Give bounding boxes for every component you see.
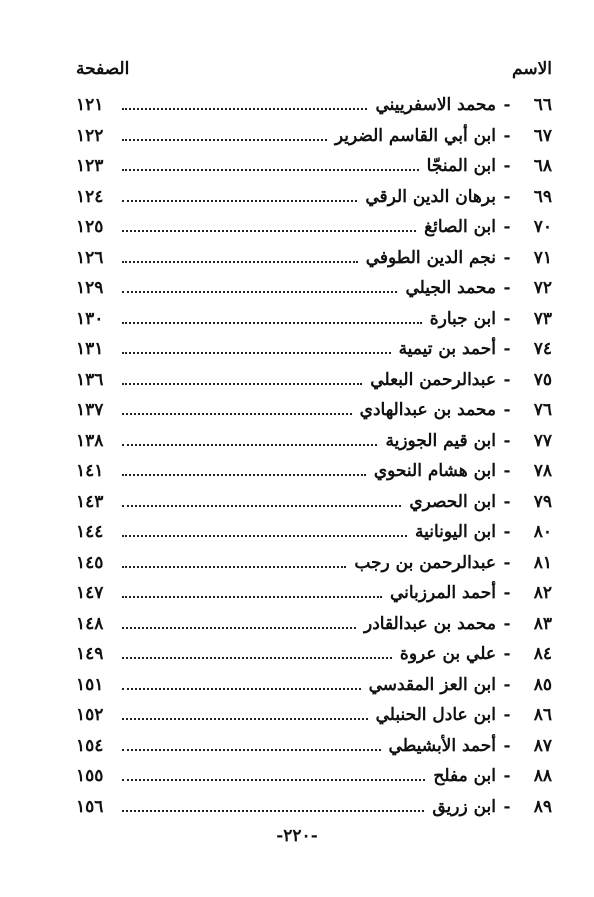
entry-page-number: ١٢٦ [76,247,104,268]
toc-entry [76,456,552,487]
entry-dash: - [503,308,511,329]
entry-number: ٨٨ [533,766,552,787]
entry-number: ٨٤ [533,644,552,665]
entry-number: ٨٠ [533,522,552,543]
entry-name: أحمد بن تيمية [398,339,496,360]
entry-page-number: ١٢٣ [76,156,104,177]
toc-entry [76,700,552,731]
entry-name: ابن اليونانية [414,522,496,543]
entry-name: محمد بن عبدالهادي [359,400,496,421]
entry-dash: - [503,278,511,299]
entry-name: أحمد الأبشيطي [388,735,496,756]
dot-leader [122,200,357,202]
toc-entry [76,212,552,243]
entry-dash: - [503,613,511,634]
entry-number: ٧٦ [533,400,552,421]
entry-number: ٨٩ [533,796,552,817]
entry-number: ٧٢ [533,278,552,299]
entry-dash: - [503,339,511,360]
entry-page-number: ١٤٧ [76,583,104,604]
entry-page-number: ١٤٣ [76,491,104,512]
dot-leader [122,810,424,812]
entry-dash: - [503,400,511,421]
entry-name: ابن المنجّا [426,156,496,177]
entry-page-number: ١٣٨ [76,430,104,451]
entry-page-number: ١٢٥ [76,217,104,238]
toc-entry [76,426,552,457]
entry-number: ٦٧ [533,125,552,146]
entry-page-number: ١٥٤ [76,735,104,756]
dot-leader [122,749,381,751]
page-column-header: الصفحة [76,59,130,79]
entry-name: محمد الاسفرييني [375,95,496,116]
entry-number: ٧١ [533,247,552,268]
entry-name: ابن زريق [432,796,496,817]
dot-leader [122,566,346,568]
toc-entry [76,731,552,762]
entry-page-number: ١٣٠ [76,308,104,329]
entry-page-number: ١٤٩ [76,644,104,665]
toc-entry [76,578,552,609]
entry-number: ٧٠ [533,217,552,238]
entry-page-number: ١٥٦ [76,796,104,817]
entry-page-number: ١٤١ [76,461,104,482]
entry-number: ٨٦ [533,705,552,726]
entry-number: ٦٩ [533,186,552,207]
toc-entry [76,273,552,304]
entry-name: ابن عادل الحنبلي [375,705,496,726]
entry-dash: - [503,95,511,116]
dot-leader [122,322,422,324]
dot-leader [122,291,397,293]
entry-number: ٧٩ [533,491,552,512]
entry-name: عبدالرحمن البعلي [370,369,496,390]
entry-page-number: ١٢٢ [76,125,104,146]
toc-entry [76,761,552,792]
entry-dash: - [503,247,511,268]
entry-dash: - [503,552,511,573]
toc-entry [76,517,552,548]
dot-leader [122,413,352,415]
entry-dash: - [503,644,511,665]
dot-leader [122,627,356,629]
entry-page-number: ١٥١ [76,674,104,695]
entry-dash: - [503,766,511,787]
entry-number: ٨٢ [533,583,552,604]
entry-number: ٧٤ [533,339,552,360]
table-of-contents [76,90,552,822]
toc-entry [76,487,552,518]
dot-leader [122,352,391,354]
toc-entry [76,609,552,640]
dot-leader [122,688,361,690]
entry-page-number: ١٤٨ [76,613,104,634]
entry-dash: - [503,583,511,604]
entry-dash: - [503,125,511,146]
entry-dash: - [503,461,511,482]
table-header [76,56,552,82]
toc-entry [76,670,552,701]
entry-name: ابن الصائغ [424,217,496,238]
entry-name: ابن قيم الجوزية [385,430,496,451]
entry-number: ٧٧ [533,430,552,451]
toc-entry [76,243,552,274]
name-column-header: الاسم [512,59,552,79]
entry-dash: - [503,156,511,177]
dot-leader [122,505,401,507]
entry-page-number: ١٢٩ [76,278,104,299]
entry-page-number: ١٢٤ [76,186,104,207]
toc-entry [76,90,552,121]
toc-entry [76,182,552,213]
entry-name: محمد بن عبدالقادر [364,613,496,634]
toc-entry [76,334,552,365]
toc-entry [76,365,552,396]
dot-leader [122,139,327,141]
entry-dash: - [503,186,511,207]
dot-leader [122,230,416,232]
entry-name: ابن هشام النحوي [373,461,496,482]
entry-dash: - [503,522,511,543]
toc-entry [76,395,552,426]
entry-number: ٧٨ [533,461,552,482]
dot-leader [122,535,407,537]
entry-name: محمد الجيلي [405,278,496,299]
toc-entry [76,121,552,152]
entry-dash: - [503,491,511,512]
entry-name: ابن العز المقدسي [368,674,496,695]
entry-page-number: ١٤٤ [76,522,104,543]
entry-page-number: ١٣٦ [76,369,104,390]
dot-leader [122,108,367,110]
toc-entry [76,548,552,579]
toc-entry [76,151,552,182]
entry-number: ٨٥ [533,674,552,695]
entry-page-number: ١٤٥ [76,552,104,573]
entry-name: نجم الدين الطوفي [365,247,496,268]
dot-leader [122,779,425,781]
dot-leader [122,474,366,476]
entry-name: عبدالرحمن بن رجب [354,552,496,573]
entry-dash: - [503,705,511,726]
entry-name: ابن مفلح [433,766,496,787]
entry-name: أحمد المرزباني [389,583,496,604]
entry-number: ٦٦ [533,95,552,116]
entry-name: برهان الدين الرقي [365,186,496,207]
entry-number: ٨٣ [533,613,552,634]
entry-name: ابن أبي القاسم الضرير [334,125,496,146]
entry-page-number: ١٢١ [76,95,104,116]
entry-page-number: ١٣٧ [76,400,104,421]
dot-leader [122,444,377,446]
dot-leader [122,169,419,171]
toc-entry [76,792,552,823]
entry-dash: - [503,796,511,817]
entry-number: ٧٣ [533,308,552,329]
entry-dash: - [503,735,511,756]
entry-dash: - [503,369,511,390]
entry-number: ٧٥ [533,369,552,390]
entry-number: ٨١ [533,552,552,573]
toc-entry [76,304,552,335]
page-number: -٢٢٠- [276,826,318,846]
entry-dash: - [503,430,511,451]
entry-dash: - [503,674,511,695]
entry-dash: - [503,217,511,238]
entry-number: ٦٨ [533,156,552,177]
dot-leader [122,718,368,720]
entry-name: ابن الحصري [409,491,496,512]
entry-page-number: ١٣١ [76,339,104,360]
entry-page-number: ١٥٢ [76,705,104,726]
entry-name: علي بن عروة [399,644,496,665]
toc-entry [76,639,552,670]
entry-number: ٨٧ [533,735,552,756]
entry-page-number: ١٥٥ [76,766,104,787]
dot-leader [122,383,362,385]
dot-leader [122,596,382,598]
dot-leader [122,657,392,659]
entry-name: ابن جبارة [429,308,496,329]
dot-leader [122,261,358,263]
